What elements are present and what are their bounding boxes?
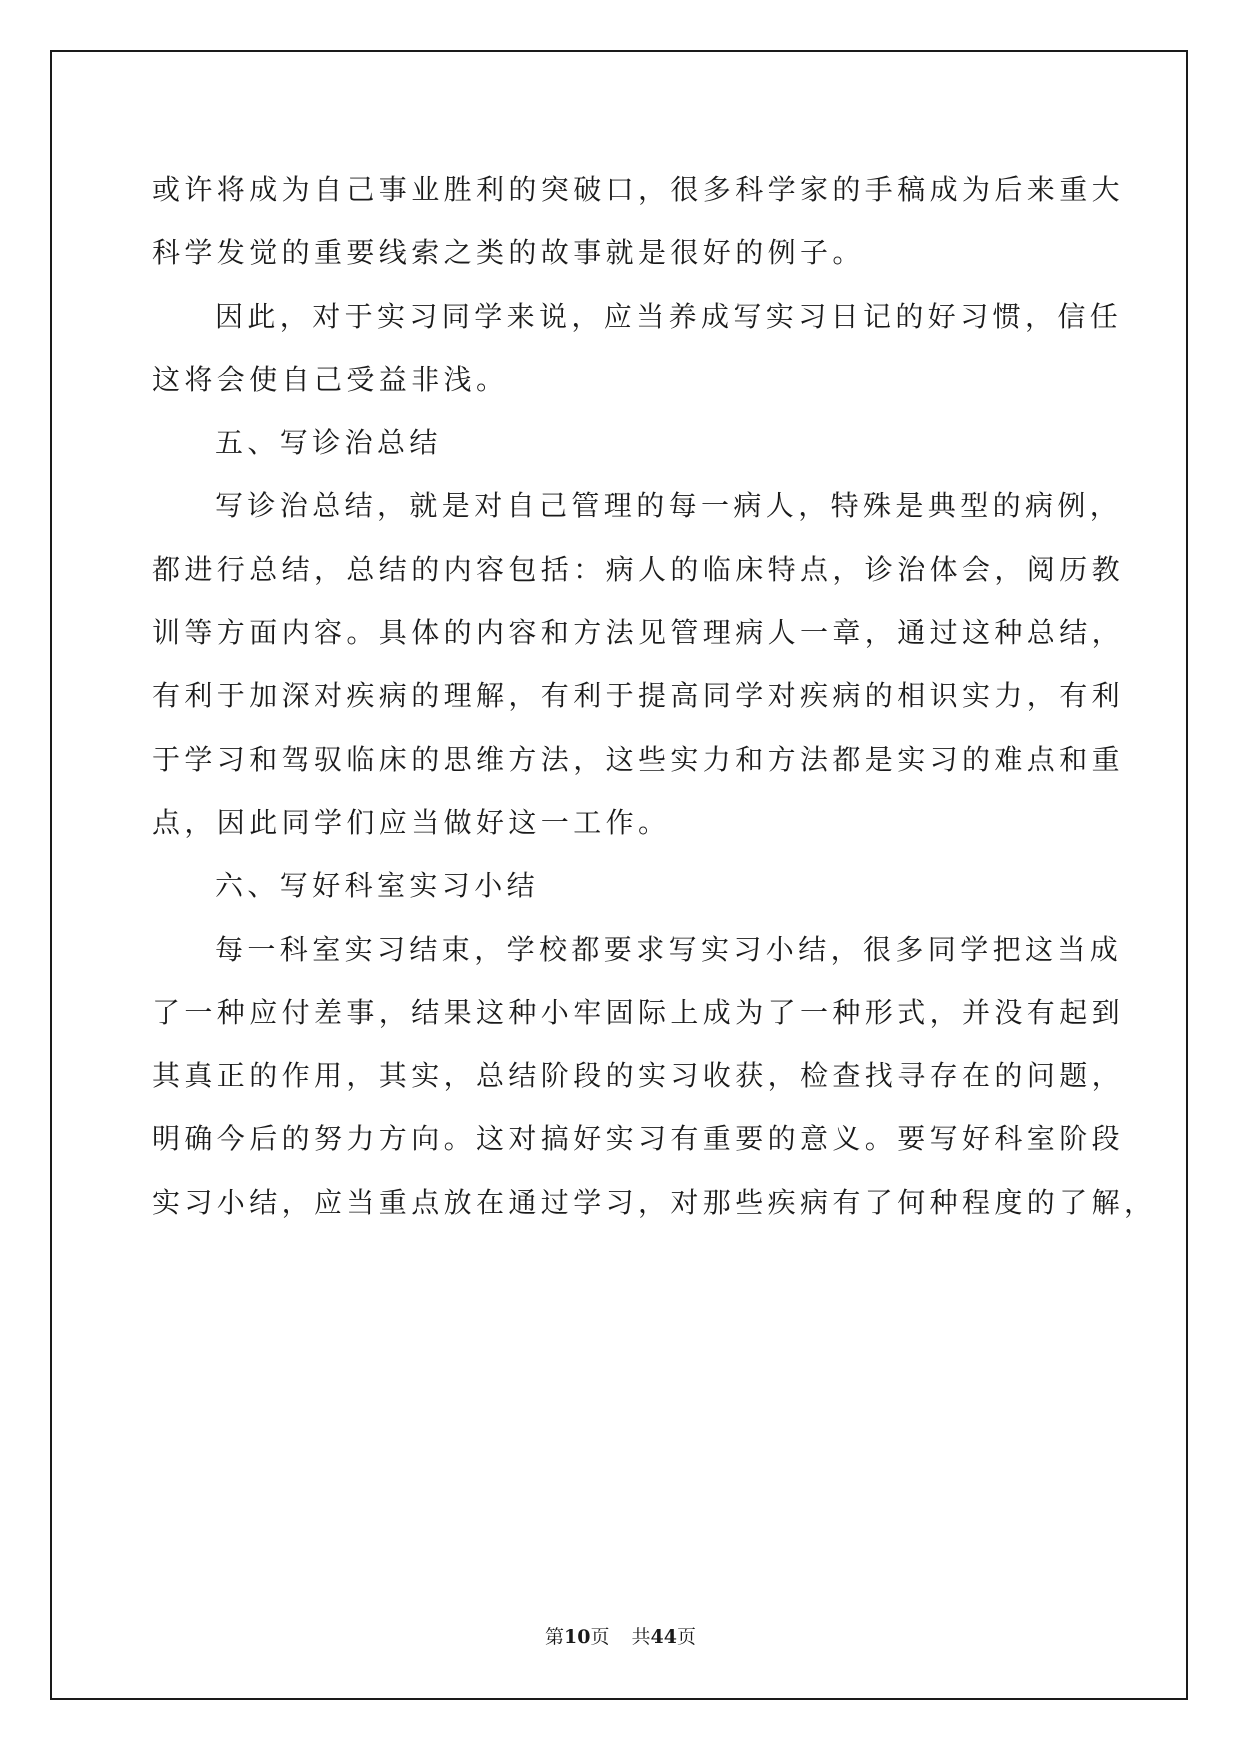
text-line-10: 于学习和驾驭临床的思维方法，这些实力和方法都是实习的难点和重 xyxy=(152,742,1125,776)
section-heading-5: 五、写诊治总结 xyxy=(215,426,442,460)
text-line-8: 训等方面内容。具体的内容和方法见管理病人一章，通过这种总结， xyxy=(152,616,1125,650)
text-line-14: 了一种应付差事，结果这种小牢固际上成为了一种形式，并没有起到 xyxy=(152,995,1125,1029)
text-line-17: 实习小结，应当重点放在通过学习，对那些疾病有了何种程度的了解， xyxy=(152,1185,1157,1219)
text-line-15: 其真正的作用，其实，总结阶段的实习收获，检查找寻存在的问题， xyxy=(152,1059,1125,1093)
text-line-4: 这将会使自己受益非浅。 xyxy=(152,362,509,396)
text-line-11: 点，因此同学们应当做好这一工作。 xyxy=(152,805,671,839)
text-line-6: 写诊治总结，就是对自己管理的每一病人，特殊是典型的病例， xyxy=(215,489,1123,523)
page-number: 10 xyxy=(564,1626,591,1648)
text-line-1: 或许将成为自己事业胜利的突破口，很多科学家的手稿成为后来重大 xyxy=(152,173,1125,206)
page-suffix: 页 xyxy=(590,1626,610,1648)
text-line-9: 有利于加深对疾病的理解，有利于提高同学对疾病的相识实力，有利 xyxy=(152,679,1125,713)
document-body xyxy=(152,158,1157,1234)
total-suffix: 页 xyxy=(676,1626,696,1648)
total-prefix: 共 xyxy=(631,1626,651,1648)
text-line-7: 都进行总结，总结的内容包括：病人的临床特点，诊治体会，阅历教 xyxy=(152,552,1125,586)
page-footer xyxy=(0,1622,1241,1649)
text-line-16: 明确今后的努力方向。这对搞好实习有重要的意义。要写好科室阶段 xyxy=(152,1122,1125,1156)
text-line-3: 因此，对于实习同学来说，应当养成写实习日记的好习惯，信任 xyxy=(215,299,1123,333)
text-line-2: 科学发觉的重要线索之类的故事就是很好的例子。 xyxy=(152,236,865,270)
text-line-13: 每一科室实习结束，学校都要求写实习小结，很多同学把这当成 xyxy=(215,932,1123,966)
page-prefix: 第 xyxy=(545,1626,565,1648)
section-heading-6: 六、写好科室实习小结 xyxy=(215,869,540,903)
total-pages: 44 xyxy=(650,1626,677,1648)
